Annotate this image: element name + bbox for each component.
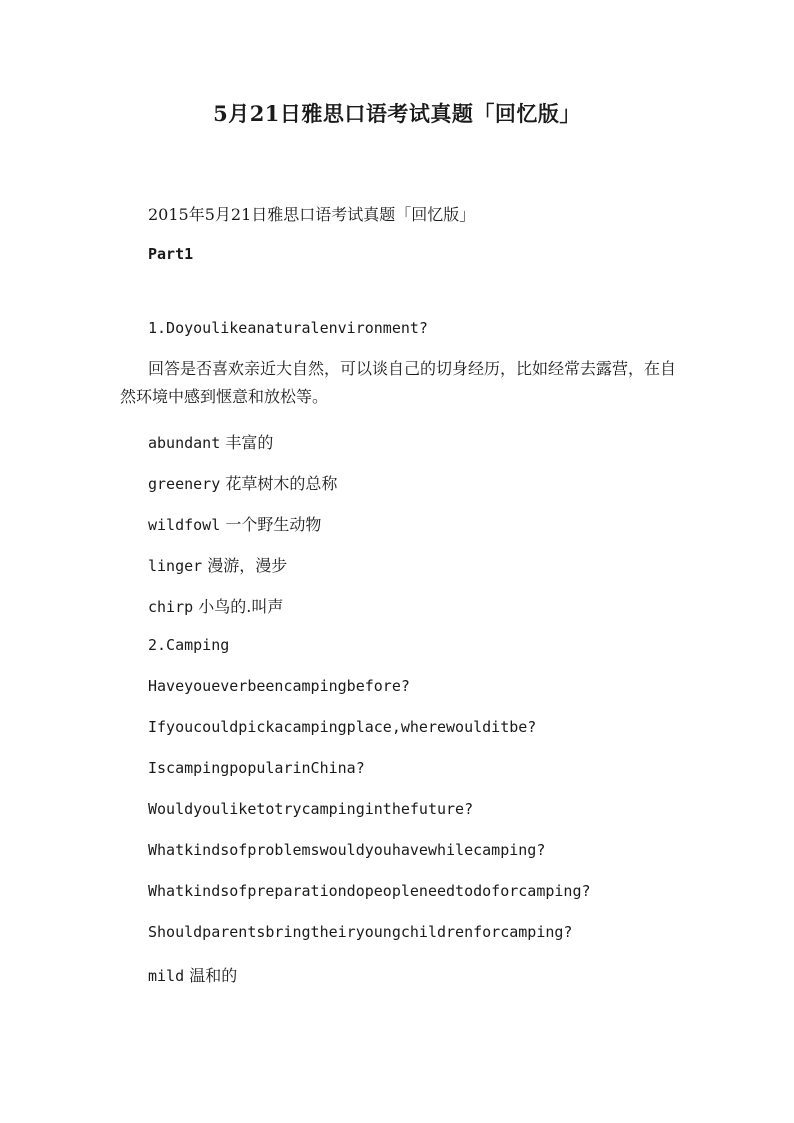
vocab-word: linger [148,557,203,575]
camping-question: Haveyoueverbeencampingbefore? [148,677,410,695]
vocab-item [148,963,237,986]
vocab-meaning: 丰富的 [225,433,274,452]
question-1-answer: 回答是否喜欢亲近大自然，可以谈自己的切身经历，比如经常去露营，在自然环境中感到惬意和放松等。 [120,359,677,406]
vocab-word: mild [148,967,185,985]
part-label: Part1 [148,245,194,263]
vocab-word: greenery [148,475,221,493]
camping-question: Whatkindsofproblemswouldyouhavewhilecamping? [148,841,546,859]
camping-question: Whatkindsofpreparationdopeopleneedtodoforcamping? [148,882,591,900]
vocab-item [148,553,287,576]
camping-question: Shouldparentsbringtheiryoungchildrenforcamping? [148,923,573,941]
vocab-meaning: 温和的 [189,966,238,985]
vocab-item [148,594,283,617]
vocab-word: chirp [148,598,194,616]
camping-question: Wouldyouliketotrycampinginthefuture? [148,800,474,818]
vocab-meaning: 小鸟的.叫声 [198,597,284,616]
vocab-word: abundant [148,434,221,452]
vocab-item [148,512,321,535]
question-2: 2.Camping [148,636,230,654]
vocab-meaning: 漫游，漫步 [207,556,288,575]
document-title: 5月21日雅思口语考试真题「回忆版」 [213,101,581,126]
vocab-item [148,430,273,453]
vocab-meaning: 一个野生动物 [225,515,322,534]
document-subtitle: 2015年5月21日雅思口语考试真题「回忆版」 [148,205,476,224]
camping-question: Ifyoucouldpickacampingplace,wherewoulditbe? [148,718,537,736]
vocab-meaning: 花草树木的总称 [225,474,338,493]
camping-question: IscampingpopularinChina? [148,759,365,777]
vocab-item [148,471,337,494]
vocab-word: wildfowl [148,516,221,534]
question-1: 1.Doyoulikeanaturalenvironment? [148,319,428,337]
